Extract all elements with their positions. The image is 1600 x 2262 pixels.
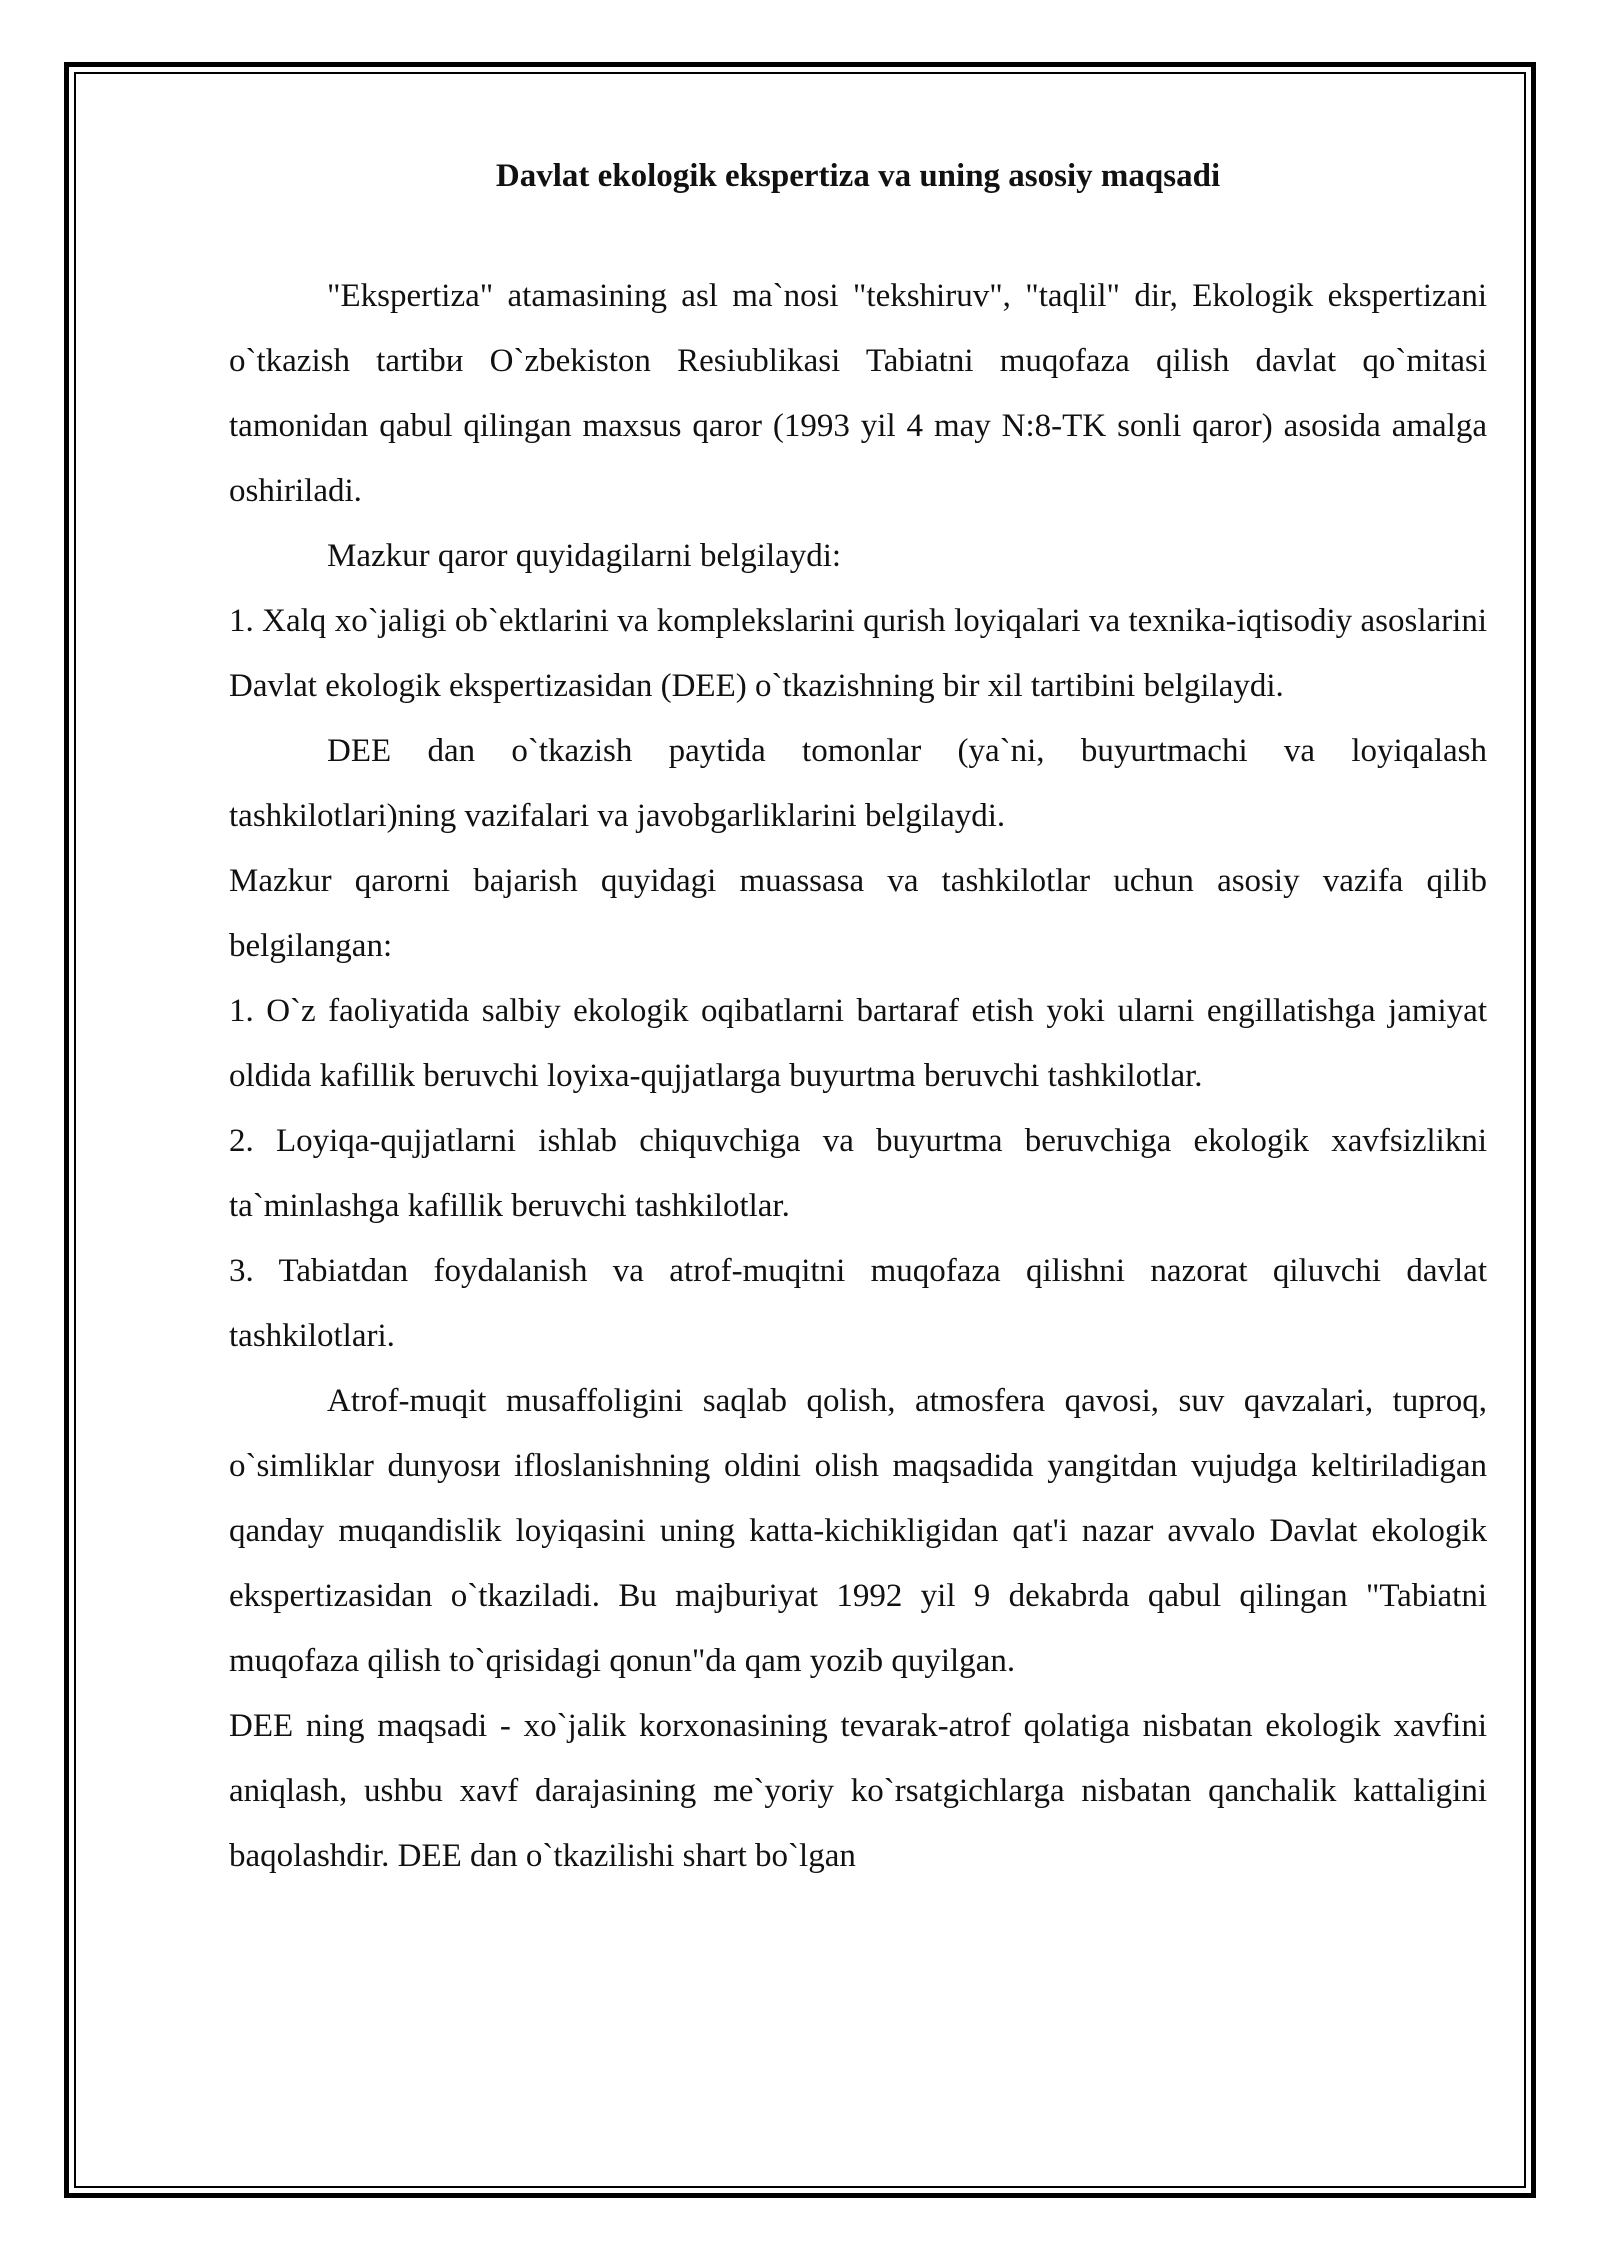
paragraph-item-1-order: 1. Xalq xo`jaligi ob`ektlarini va komplekslarini qurish loyiqalari va texnika-iqtisodiy asoslarini Davlat ekologik ekspertizasidan (DEE) o`tkazishning bir xil tartibini belgilaydi. (229, 603, 1487, 704)
paragraph-organizations-intro: Mazkur qarorni bajarish quyidagi muassasa va tashkilotlar uchun asosiy vazifa qilib belgilangan: (229, 863, 1487, 964)
document-title: Davlat ekologik ekspertiza va uning asosiy maqsadi (495, 158, 1221, 194)
paragraph-ekspertiza-definition: "Ekspertiza" atamasining asl ma`nosi "tekshiruv", "taqlil" dir, Ekologik ekspertizani o`tkazish tartibи O`zbekiston Resiublikasi Tabiatni muqofaza qilish davlat qo`mitasi tamonidan qabul qilingan maxsus qaror (1993 yil 4 may N:8-TK sonli qaror) asosida amalga oshiriladi. (229, 278, 1487, 509)
paragraph-org-item-3: 3. Tabiatdan foydalanish va atrof-muqitni muqofaza qilishni nazorat qiluvchi davlat tashkilotlari. (229, 1253, 1487, 1354)
paragraph-qaror-intro: Mazkur qaror quyidagilarni belgilaydi: (327, 538, 842, 574)
document-body (229, 144, 1487, 1889)
paragraph-org-item-1: 1. O`z faoliyatida salbiy ekologik oqibatlarni bartaraf etish yoki ularni engillatishga jamiyat oldida kafillik beruvchi loyixa-qujjatlarga buyurtma beruvchi tashkilotlar. (229, 993, 1487, 1094)
paragraph-org-item-2: 2. Loyiqa-qujjatlarni ishlab chiquvchiga va buyurtma beruvchiga ekologik xavfsizlikni ta`minlashga kafillik beruvchi tashkilotlar. (229, 1123, 1487, 1224)
paragraph-environment-protection: Atrof-muqit musaffoligini saqlab qolish, atmosfera qavosi, suv qavzalari, tuproq, o`simliklar dunyosи ifloslanishning oldini olish maqsadida yangitdan vujudga keltiriladigan qanday muqandislik loyiqasini uning katta-kichikligidan qat'i nazar avvalo Davlat ekologik ekspertizasidan o`tkaziladi. Bu majburiyat 1992 yil 9 dekabrda qabul qilingan "Tabiatni muqofaza qilish to`qrisidagi qonun"da qam yozib quyilgan. (229, 1383, 1487, 1679)
paragraph-parties-duties: DEE dan o`tkazish paytida tomonlar (ya`ni, buyurtmachi va loyiqalash tashkilotlari)ning vazifalari va javobgarliklarini belgilaydi. (229, 733, 1487, 834)
paragraph-dee-purpose: DEE ning maqsadi - xo`jalik korxonasining tevarak-atrof qolatiga nisbatan ekologik xavfini aniqlash, ushbu xavf darajasining me`yoriy ko`rsatgichlarga nisbatan qanchalik kattaligini baqolashdir. DEE dan o`tkazilishi shart bo`lgan (229, 1708, 1487, 1874)
